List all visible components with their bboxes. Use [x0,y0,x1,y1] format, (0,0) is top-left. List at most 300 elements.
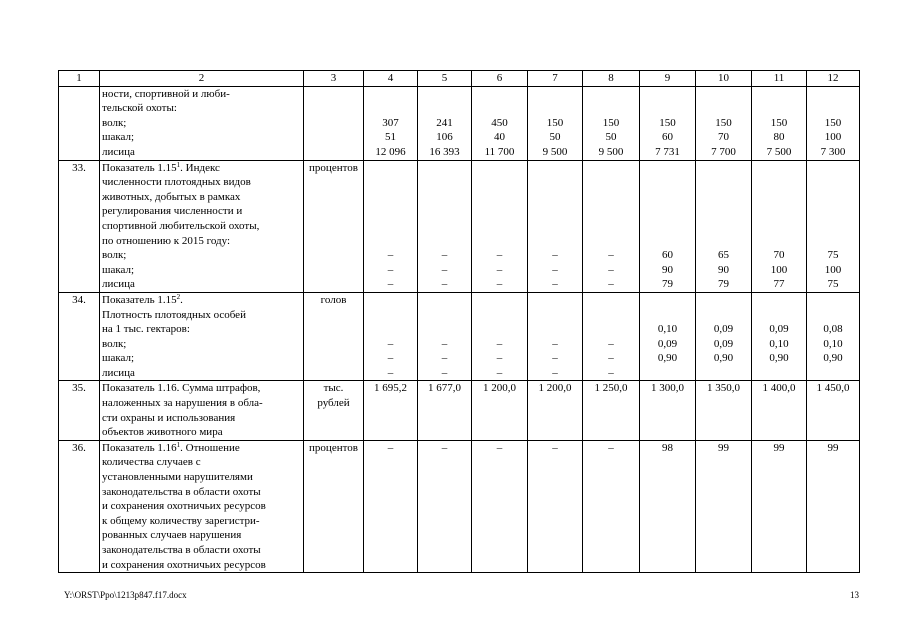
indicator-description [100,440,304,572]
cell-line: 11 700 [484,145,515,158]
cell-line: – [552,366,558,379]
unit-of-measure [304,86,364,160]
indicator-code: Показатель 1.16 [102,441,177,454]
column-number: 11 [752,71,807,87]
cell-line [420,161,469,176]
cell-line [420,190,469,205]
year-value [807,440,860,572]
cell-line: 1 200,0 [483,382,516,395]
cell-line: 0,90 [713,352,734,365]
column-number: 10 [696,71,752,87]
cell-line: шакал; [102,352,135,365]
cell-line: лисица [102,366,135,379]
cell-line [102,293,301,308]
cell-line [585,87,637,102]
unit-of-measure [304,160,364,292]
cell-line: рованных случаев нарушения [102,529,242,542]
column-number: 5 [418,71,472,87]
year-value [418,440,472,572]
year-value [583,160,640,292]
cell-line: 0,90 [823,352,843,365]
cell-line: лисица [102,278,135,291]
cell-line [530,234,580,249]
cell-line [698,308,749,323]
cell-line: по отношению к 2015 году: [102,234,231,247]
column-number: 6 [472,71,528,87]
cell-line: – [552,352,558,365]
cell-line [530,190,580,205]
cell-line [642,190,693,205]
cell-line [474,234,525,249]
indicator-description [100,292,304,381]
row-number: 34. [59,292,100,381]
cell-line: 51 [385,131,396,144]
cell-line [642,175,693,190]
cell-line: 7 300 [820,145,846,158]
year-value [696,381,752,440]
cell-line [585,175,637,190]
cell-line [474,101,525,116]
year-value [528,381,583,440]
cell-line [698,219,749,234]
cell-line: – [608,352,614,365]
year-value [752,160,807,292]
cell-line: – [608,366,614,379]
cell-line [754,175,804,190]
year-value [472,381,528,440]
year-value [528,292,583,381]
cell-line [698,161,749,176]
cell-line [366,101,415,116]
cell-line: 1 400,0 [762,382,796,395]
cell-line: – [387,249,394,262]
cell-line [642,204,693,219]
cell-line [366,234,415,249]
cell-line: 100 [770,263,788,276]
cell-line: и сохранения охотничьих ресурсов [102,558,266,571]
cell-line: и сохранения охотничьих ресурсов [102,500,266,513]
cell-line: – [496,366,503,379]
cell-line [585,204,637,219]
document-path: Y:\ORST\Ppo\1213p847.f17.docx [64,590,187,600]
column-number: 3 [304,71,364,87]
cell-line: – [608,337,614,350]
column-number: 1 [59,71,100,87]
cell-line [474,161,525,176]
cell-line [642,234,693,249]
cell-line [420,322,469,337]
cell-line: – [441,249,448,262]
indicator-title-start: . [180,293,183,306]
cell-line [754,87,804,102]
cell-line: 1 250,0 [594,382,628,395]
cell-line: сти охраны и использования [102,411,236,424]
year-value [418,381,472,440]
cell-line: законодательства в области охоты [102,485,261,498]
row-number: 36. [59,440,100,572]
cell-line: – [496,352,503,365]
cell-line [530,87,580,102]
cell-line: волк; [102,337,127,350]
year-value [364,440,418,572]
cell-line [420,204,469,219]
cell-line [809,204,857,219]
cell-line [809,234,857,249]
cell-line: 0,09 [657,337,678,350]
cell-line: 50 [549,131,561,144]
cell-line: – [608,263,614,276]
year-value [752,440,807,572]
column-number: 8 [583,71,640,87]
cell-line: 40 [494,131,505,144]
cell-line: 77 [773,278,785,291]
cell-line [809,175,857,190]
year-value [364,292,418,381]
cell-line: на 1 тыс. гектаров: [102,323,190,336]
cell-line [102,441,301,456]
column-number: 9 [640,71,696,87]
cell-line: 79 [662,278,673,291]
header-row [59,71,860,87]
cell-line: спортивной любительской охоты, [102,219,260,232]
cell-line: 1 677,0 [428,382,461,395]
cell-line: процентов [309,441,358,454]
cell-line: ности, спортивной и люби- [102,87,230,100]
year-value [696,440,752,572]
cell-line: 7 500 [766,145,792,158]
cell-line [585,219,637,234]
cell-line: 0,10 [769,337,789,350]
cell-line [698,175,749,190]
column-number: 7 [528,71,583,87]
year-value [640,440,696,572]
cell-line: 150 [659,116,676,129]
cell-line: – [496,263,503,276]
cell-line: – [441,366,448,379]
cell-line [585,293,637,308]
cell-line [642,87,693,102]
table-row [59,86,860,160]
cell-line: 90 [662,263,673,276]
cell-line [809,190,857,205]
cell-line: 50 [605,131,617,144]
cell-line: – [387,352,394,365]
cell-line [474,87,525,102]
cell-line: – [441,337,448,350]
year-value [752,86,807,160]
cell-line [366,175,415,190]
cell-line [474,204,525,219]
cell-line: 1 300,0 [651,382,684,395]
cell-line [809,308,857,323]
cell-line: – [552,278,558,291]
cell-line: волк; [102,116,127,129]
cell-line [366,190,415,205]
cell-line: объектов животного мира [102,426,223,439]
cell-line: 0,90 [769,352,789,365]
cell-line [754,366,804,381]
cell-line: 98 [662,441,673,454]
cell-line: – [441,263,448,276]
year-value [528,160,583,292]
year-value [364,86,418,160]
cell-line: 9 500 [598,145,624,158]
cell-line: – [387,441,394,454]
cell-line: 150 [546,116,564,129]
cell-line [474,308,525,323]
cell-line: количества случаев с [102,456,201,469]
cell-line [474,190,525,205]
cell-line: – [552,249,558,262]
cell-line [474,219,525,234]
cell-line: – [441,441,448,454]
table-row [59,160,860,292]
year-value [472,160,528,292]
cell-line [530,101,580,116]
cell-line: 150 [602,116,620,129]
cell-line [366,204,415,219]
cell-line [530,293,580,308]
cell-line: – [496,249,503,262]
cell-line [754,161,804,176]
year-value [583,292,640,381]
year-value [752,381,807,440]
cell-line [809,161,857,176]
cell-line [754,293,804,308]
cell-line [698,234,749,249]
footnote-mark: 1 [176,160,181,169]
cell-line: 75 [827,249,839,262]
cell-line: к общему количеству зарегистри- [102,514,260,527]
cell-line: рублей [317,397,350,410]
cell-line [698,87,749,102]
cell-line [698,293,749,308]
cell-line [530,175,580,190]
cell-line [809,366,857,381]
cell-line [366,322,415,337]
cell-line: – [552,441,558,454]
cell-line: регулирования численности и [102,205,243,218]
cell-line: 106 [436,131,453,144]
cell-line: 0,10 [823,337,843,350]
cell-line [420,219,469,234]
cell-line: 150 [824,116,842,129]
cell-line [420,101,469,116]
cell-line [585,161,637,176]
cell-line [698,101,749,116]
indicator-description [100,381,304,440]
unit-of-measure [304,440,364,572]
row-number: 33. [59,160,100,292]
cell-line: шакал; [102,263,135,276]
cell-line: шакал; [102,131,135,144]
cell-line [420,308,469,323]
cell-line [530,322,580,337]
cell-line [642,366,693,381]
cell-line: – [496,278,503,291]
cell-line [530,308,580,323]
cell-line: – [552,263,558,276]
row-number: 35. [59,381,100,440]
cell-line: – [387,263,394,276]
cell-line [530,161,580,176]
cell-line [366,308,415,323]
cell-line [754,190,804,205]
column-number: 12 [807,71,860,87]
cell-line [420,234,469,249]
cell-line [585,322,637,337]
cell-line: 60 [662,249,673,262]
cell-line: 1 200,0 [538,382,572,395]
year-value [807,292,860,381]
cell-line [642,219,693,234]
cell-line [366,219,415,234]
cell-line: 100 [824,131,842,144]
page-number: 13 [850,590,859,600]
cell-line: голов [320,293,347,306]
cell-line: 1 450,0 [816,382,850,395]
year-value [418,292,472,381]
year-value [640,160,696,292]
cell-line: 0,10 [657,323,678,336]
cell-line: законодательства в области охоты [102,544,261,556]
cell-line: 7 700 [711,145,736,158]
cell-line: 70 [718,131,729,144]
year-value [696,86,752,160]
cell-line: – [387,278,394,291]
cell-line: – [496,441,503,454]
cell-line: 99 [773,441,785,454]
cell-line: 60 [662,131,673,144]
cell-line [474,322,525,337]
cell-line [585,308,637,323]
cell-line: 65 [718,249,729,262]
year-value [640,292,696,381]
cell-line [366,87,415,102]
cell-line [642,161,693,176]
cell-line [698,366,749,381]
cell-line: – [441,352,448,365]
cell-line [642,293,693,308]
cell-line: – [387,366,394,379]
indicator-description [100,86,304,160]
cell-line: волк; [102,249,127,262]
unit-of-measure [304,381,364,440]
cell-line [420,87,469,102]
table-row [59,381,860,440]
cell-line: 0,08 [823,323,843,336]
indicator-title-start: . Отношение [180,441,240,454]
cell-line: 150 [715,116,732,129]
cell-line: – [552,337,558,350]
year-value [472,86,528,160]
cell-line [420,175,469,190]
cell-line: лисица [102,145,135,158]
cell-line [642,308,693,323]
indicator-code: Показатель 1.15 [102,293,177,306]
cell-line [809,293,857,308]
cell-line: – [608,441,614,454]
cell-line [420,293,469,308]
cell-line [102,161,301,176]
cell-line: тельской охоты: [102,102,177,115]
table-row [59,292,860,381]
cell-line: наложенных за нарушения в обла- [102,397,263,410]
year-value [472,440,528,572]
cell-line [585,234,637,249]
indicator-table [58,70,860,573]
year-value [752,292,807,381]
unit-of-measure [304,292,364,381]
cell-line: 75 [827,278,839,291]
footnote-mark: 1 [176,440,181,449]
cell-line: 307 [382,116,399,129]
cell-line [366,293,415,308]
year-value [807,160,860,292]
cell-line: 1 350,0 [707,382,740,395]
year-value [583,440,640,572]
cell-line: Показатель 1.16. Сумма штрафов, [102,382,261,395]
footnote-mark: 2 [176,292,181,301]
cell-line [698,190,749,205]
indicator-title-start: . Индекс [180,161,220,174]
cell-line: 0,09 [713,323,734,336]
year-value [418,160,472,292]
year-value [583,86,640,160]
cell-line [585,190,637,205]
cell-line [585,101,637,116]
cell-line: 16 393 [429,145,460,158]
cell-line [809,219,857,234]
cell-line [754,219,804,234]
cell-line: 7 731 [655,145,680,158]
cell-line: – [441,278,448,291]
year-value [640,381,696,440]
cell-line: 99 [827,441,839,454]
cell-line [809,87,857,102]
year-value [807,381,860,440]
cell-line: процентов [309,161,358,174]
year-value [364,381,418,440]
year-value [418,86,472,160]
cell-line: 90 [718,263,729,276]
cell-line: – [608,278,614,291]
year-value [528,440,583,572]
cell-line [474,293,525,308]
cell-line [698,204,749,219]
cell-line: 0,90 [657,352,678,365]
cell-line [530,219,580,234]
cell-line: – [608,249,614,262]
cell-line [754,308,804,323]
cell-line [366,161,415,176]
year-value [696,160,752,292]
cell-line [754,234,804,249]
cell-line: – [387,337,394,350]
cell-line: 450 [491,116,508,129]
cell-line: 0,09 [769,323,789,336]
year-value [583,381,640,440]
cell-line: установленными нарушителями [102,471,253,484]
cell-line: 12 096 [375,145,406,158]
cell-line: тыс. [323,382,344,395]
cell-line [642,101,693,116]
year-value [640,86,696,160]
column-number: 4 [364,71,418,87]
cell-line: 1 695,2 [374,382,407,395]
year-value [696,292,752,381]
year-value [528,86,583,160]
